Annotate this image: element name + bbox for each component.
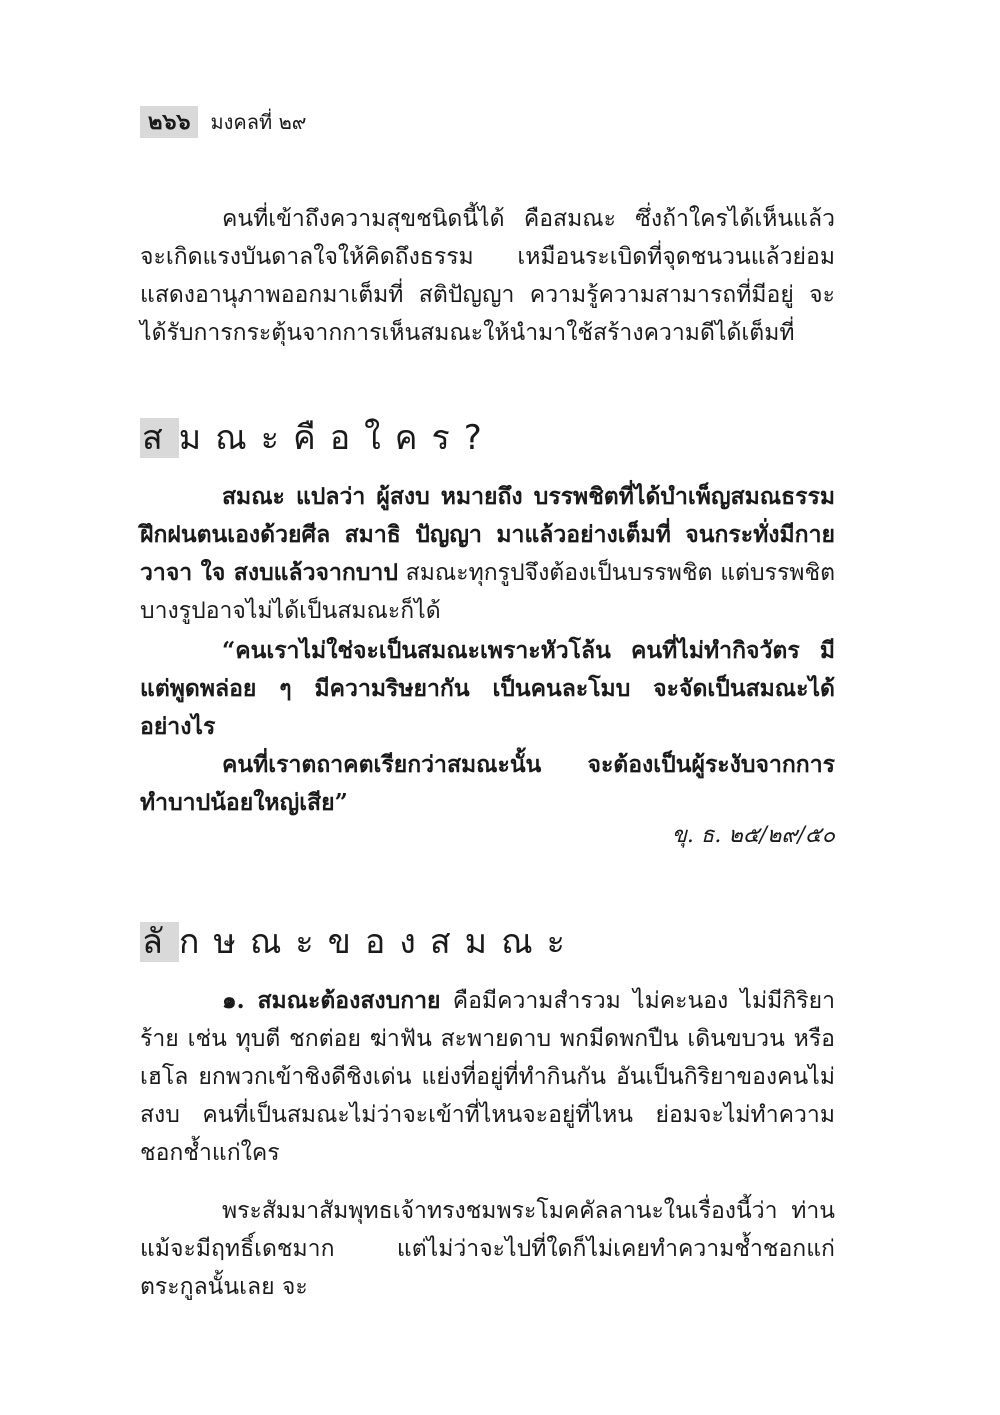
page-header <box>140 104 306 140</box>
quote-paragraph-1: “คนเราไม่ใช่จะเป็นสมณะเพราะหัวโล้น คนที่ไม่ทำกิจวัตร มีแต่พูดพล่อย ๆ มีความริษยากัน เป็นคนละโมบ จะจัดเป็นสมณะได้อย่างไร <box>140 637 835 740</box>
definition-bold: สมณะ แปลว่า ผู้สงบ หมายถึง บรรพชิตที่ได้บำเพ็ญสมณธรรม ฝึกฝนตนเองด้วยศีล สมาธิ ปัญญา มาแล้วอย่างเต็มที่ จนกระทั่งมีกาย วาจา ใจ สงบแล้วจากบาป <box>140 483 835 586</box>
page-number: ๒๖๖ <box>140 106 198 138</box>
scripture-reference: ขุ. ธ. ๒๕/๒๙/๕๐ <box>671 823 835 848</box>
definition-rest: สมณะทุกรูปจึงต้องเป็นบรรพชิต แต่บรรพชิตบางรูปอาจไม่ได้เป็นสมณะก็ได้ <box>140 560 836 624</box>
characteristics-section <box>140 982 835 1306</box>
heading-text: กษณะของสมณะ <box>178 922 579 962</box>
heading-text: มณะคือใคร? <box>178 418 496 458</box>
characteristic-item-1 <box>140 982 835 1172</box>
section-heading-who-is-samana <box>140 416 496 460</box>
heading-initial-highlight: ส <box>142 418 177 458</box>
definition-paragraph <box>140 478 835 630</box>
item-1-title: ๑. สมณะต้องสงบกาย <box>222 987 441 1014</box>
paragraph-moggallana: พระสัมมาสัมพุทธเจ้าทรงชมพระโมคคัลลานะในเรื่องนี้ว่า ท่านแม้จะมีฤทธิ์เดชมาก แต่ไม่ว่าจะไปที่ใดก็ไม่เคยทำความช้ำชอกแก่ตระกูลนั้นเลย จะ <box>140 1198 835 1300</box>
item-1-body: คือมีความสำรวม ไม่คะนอง ไม่มีกิริยาร้าย เช่น ทุบตี ชกต่อย ฆ่าฟัน สะพายดาบ พกมีดพกปืน เดินขบวน หรือเฮโล ยกพวกเข้าชิงดีชิงเด่น แย่งที่อยู่ที่ทำกินกัน อันเป็นกิริยาของคนไม่สงบ คนที่เป็นสมณะไม่ว่าจะเข้าที่ไหนจะอยู่ที่ไหน ย่อมจะไม่ทำความชอกช้ำแก่ใคร <box>140 988 835 1166</box>
section-heading-characteristics <box>140 920 579 964</box>
intro-paragraph: คนที่เข้าถึงความสุขชนิดนี้ได้ คือสมณะ ซึ่งถ้าใครได้เห็นแล้วจะเกิดแรงบันดาลใจให้คิดถึงธรรม เหมือนระเบิดที่จุดชนวนแล้วย่อมแสดงอานุภาพออกมาเต็มที่ สติปัญญา ความรู้ความสามารถที่มีอยู่ จะได้รับการกระตุ้นจากการเห็นสมณะให้นำมาใช้สร้างความดีได้เต็มที่ <box>140 206 835 346</box>
chapter-title: มงคลที่ ๒๙ <box>210 110 307 134</box>
quote-paragraph-2: คนที่เราตถาคตเรียกว่าสมณะนั้น จะต้องเป็นผู้ระงับจากการทำบาปน้อยใหญ่เสีย” <box>140 751 835 816</box>
intro-section <box>140 200 835 352</box>
heading-initial-highlight: ลั <box>142 922 177 962</box>
definition-section <box>140 478 835 822</box>
